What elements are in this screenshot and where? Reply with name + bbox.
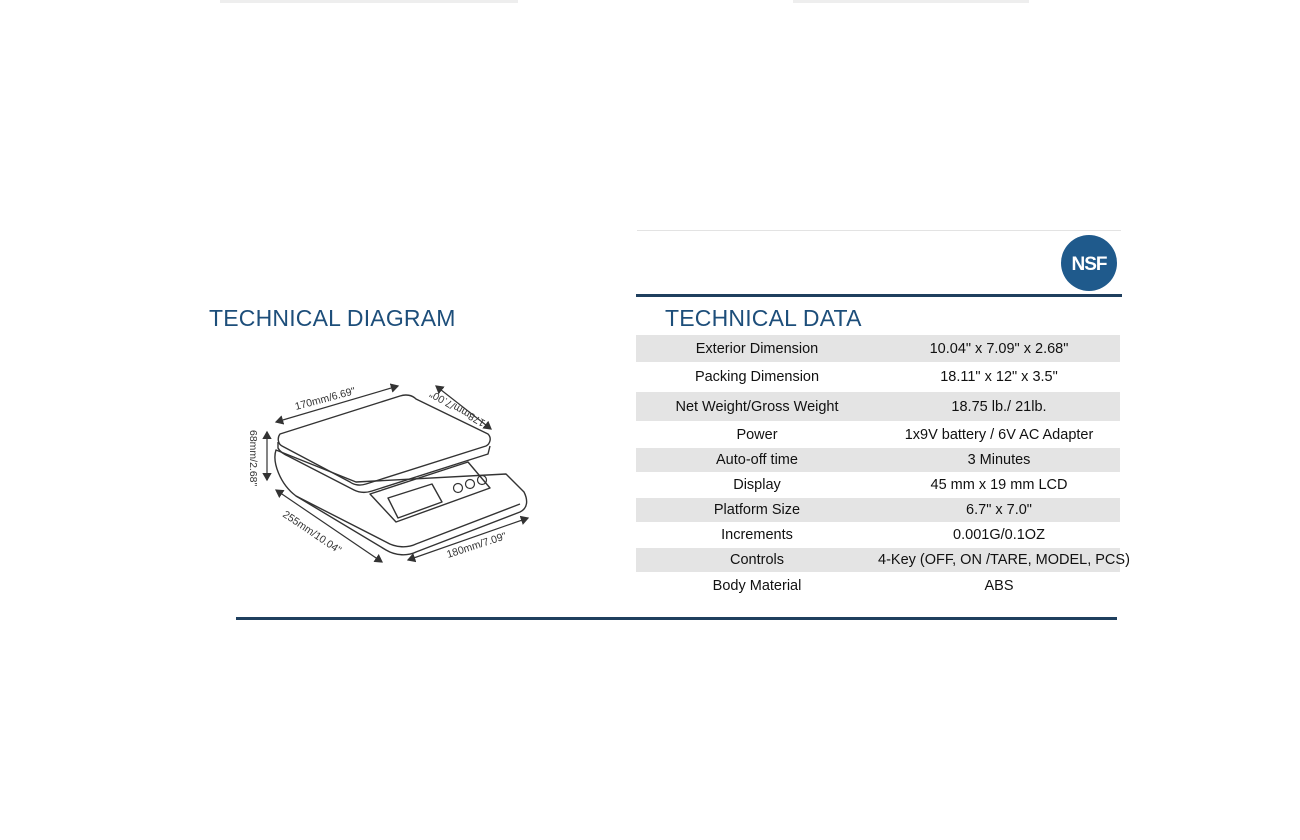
- technical-diagram-title: TECHNICAL DIAGRAM: [209, 305, 456, 331]
- spec-row: [636, 572, 1120, 600]
- spec-value: 18.11" x 12" x 3.5": [940, 369, 1058, 385]
- technical-data-table: [636, 335, 1130, 600]
- spec-label: Packing Dimension: [694, 369, 820, 385]
- spec-value: 1x9V battery / 6V AC Adapter: [904, 426, 1094, 443]
- spec-label: Increments: [721, 527, 793, 543]
- scale-display-panel: [370, 462, 490, 522]
- scale-platform-edge: [278, 442, 490, 492]
- spec-row: [636, 421, 1120, 448]
- spec-value: 4-Key (OFF, ON /TARE, MODEL, PCS): [878, 548, 1120, 572]
- bottom-rule: [236, 617, 1117, 620]
- spec-row: [636, 335, 1120, 362]
- technical-data-title: TECHNICAL DATA: [665, 305, 862, 331]
- spec-row: [636, 472, 1120, 498]
- scale-key: [478, 476, 487, 485]
- scale-diagram: [236, 372, 536, 582]
- nsf-logo: [1060, 234, 1118, 292]
- dim-label-base-depth: 255mm/10.04": [280, 508, 344, 557]
- top-divider-left: [220, 0, 518, 3]
- spec-row: [636, 522, 1120, 548]
- spec-value: 6.7" x 7.0": [878, 498, 1120, 522]
- spec-value: 45 mm x 19 mm LCD: [930, 477, 1068, 493]
- spec-label: Exterior Dimension: [636, 335, 878, 362]
- spec-label: Auto-off time: [636, 448, 878, 472]
- spec-row: [636, 362, 1120, 392]
- spec-label: Display: [733, 477, 781, 493]
- spec-row: [636, 548, 1120, 572]
- spec-value: ABS: [984, 578, 1014, 594]
- spec-value: 3 Minutes: [878, 448, 1120, 472]
- spec-value: 18.75 lb./ 21lb.: [878, 392, 1120, 421]
- spec-row: [636, 498, 1120, 522]
- scale-key: [454, 484, 463, 493]
- dim-label-top-depth: 178mm/7.00": [427, 387, 488, 429]
- technical-data-top-rule: [636, 294, 1122, 297]
- scale-lcd: [388, 484, 442, 518]
- dim-label-base-width: 180mm/7.09": [445, 530, 508, 561]
- dim-label-top-width: 170mm/6.69": [293, 385, 357, 413]
- top-divider-right: [793, 0, 1029, 3]
- scale-key: [466, 480, 475, 489]
- spec-label: Controls: [636, 548, 878, 572]
- top-thin-rule: [637, 230, 1121, 231]
- spec-label: Net Weight/Gross Weight: [636, 392, 878, 421]
- spec-value: 10.04" x 7.09" x 2.68": [878, 335, 1120, 362]
- spec-value: 0.001G/0.1OZ: [953, 527, 1045, 543]
- spec-row: [636, 392, 1120, 421]
- spec-label: Body Material: [712, 578, 802, 594]
- spec-label: Platform Size: [636, 498, 878, 522]
- dim-label-height: 68mm/2.68": [247, 430, 259, 487]
- spec-row: [636, 448, 1120, 472]
- nsf-logo-text: NSF: [1071, 254, 1107, 275]
- spec-label: Power: [736, 426, 778, 443]
